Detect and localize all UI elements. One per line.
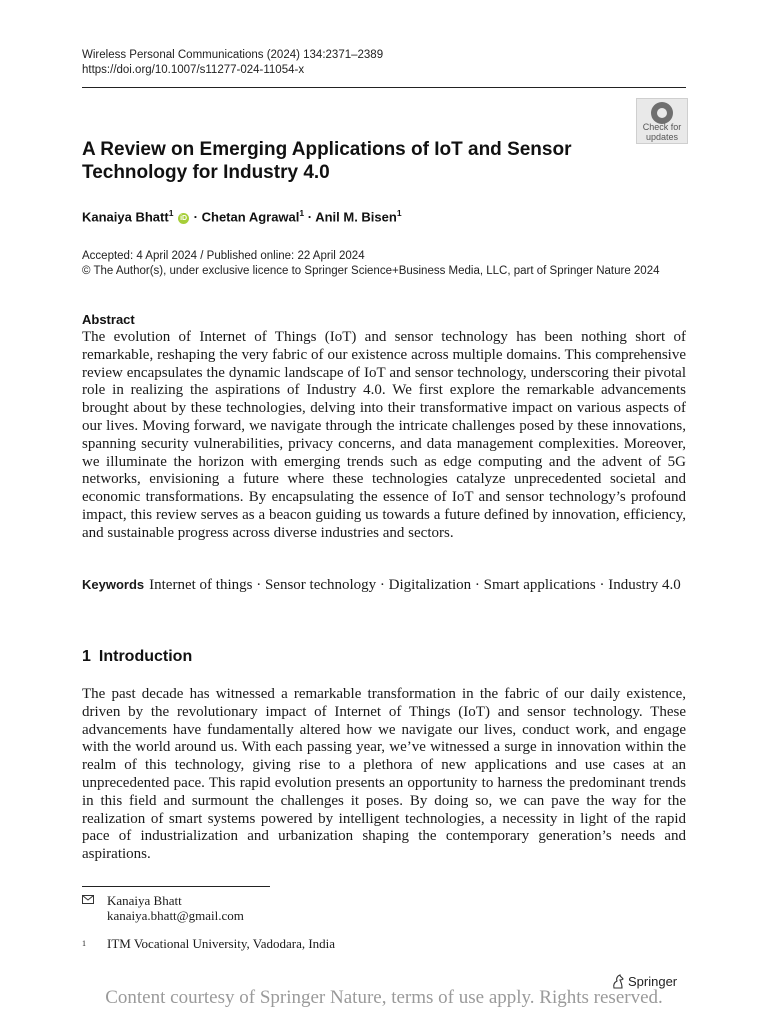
- header-rule: [82, 87, 686, 88]
- check-for-updates-badge[interactable]: [636, 98, 688, 144]
- publisher-name: Springer: [628, 974, 678, 989]
- author-list: Kanaiya Bhatt$^1$ iD · Chetan Agrawal$^1$ · Anil M. Bisen$^1$: [82, 208, 402, 225]
- author-name[interactable]: Kanaiya Bhatt: [82, 209, 169, 225]
- keywords-text: Internet of things · Sensor technology · Digitalization · Smart applications · Industry 4.0: [149, 577, 681, 593]
- publication-info: [82, 249, 660, 279]
- affiliation-number: 1: [82, 939, 86, 948]
- keywords-label: Keywords: [82, 577, 145, 592]
- courtesy-watermark: Content courtesy of Springer Nature, terms of use apply. Rights reserved.: [105, 987, 663, 1008]
- affiliation-marker: 1: [299, 208, 305, 218]
- corresponding-email[interactable]: kanaiya.bhatt@gmail.com: [107, 908, 244, 923]
- paper-title: A Review on Emerging Applications of IoT and Sensor Technology for Industry 4.0: [82, 139, 572, 183]
- envelope-icon: [82, 895, 94, 904]
- journal-header: [82, 48, 383, 78]
- section-title: Introduction: [98, 648, 193, 665]
- badge-line-1: Check for: [642, 122, 682, 132]
- check-updates-icon: [651, 102, 673, 124]
- abstract-text: The evolution of Internet of Things (IoT) and sensor technology has been nothing short of remarkable, reshaping the very fabric of our existence across multiple domains. This comprehensive review encapsulates the dynamic landscape of IoT and sensor technology, underscoring their pivotal role in realizing the aspirations of Industry 4.0. We first explore the remarkable advancements brought about by these technologies, delving into their transformative impact on various aspects of our lives. Moving forward, we navigate through the intricate challenges posed by these innovations, spanning security vulnerabilities, privacy concerns, and data management complexities. Moreover, we illuminate the horizon with emerging trends such as edge computing and the advent of 5G networks, envisioning a future where these technologies catalyze unprecedented societal and economic transformations. By encapsulating the essence of IoT and sensor technology’s profound impact, this review serves as a beacon guiding us towards a future defined by innovation, efficiency, and sustainable progress across diverse industries and sectors.: [82, 329, 686, 541]
- abstract-heading: Abstract: [82, 312, 135, 327]
- affiliation-marker: 1: [168, 208, 174, 218]
- journal-citation: Wireless Personal Communications (2024) 134:2371–2389: [82, 49, 384, 61]
- author-name[interactable]: Chetan Agrawal: [201, 209, 300, 225]
- dates-line: Accepted: 4 April 2024 / Published online: 22 April 2024: [82, 250, 365, 262]
- affiliation-marker: 1: [396, 208, 402, 218]
- footnote-rule: [82, 886, 270, 887]
- corresponding-name: Kanaiya Bhatt: [107, 893, 182, 908]
- orcid-icon[interactable]: iD: [180, 215, 188, 223]
- section-heading: [82, 648, 192, 666]
- copyright-line: © The Author(s), under exclusive licence to Springer Science+Business Media, LLC, part of Springer Nature 2024: [82, 265, 660, 277]
- doi-link[interactable]: https://doi.org/10.1007/s11277-024-11054-x: [82, 64, 305, 76]
- affiliation-text: ITM Vocational University, Vadodara, India: [107, 936, 336, 951]
- author-name[interactable]: Anil M. Bisen: [315, 209, 397, 225]
- keywords-block: [82, 576, 686, 594]
- introduction-paragraph: The past decade has witnessed a remarkable transformation in the fabric of our daily existence, driven by the revolutionary impact of Internet of Things (IoT) and sensor technology. These advancements have fundamentally altered how we navigate our lives, conduct work, and engage with the world around us. With each passing year, we’ve witnessed a surge in innovation within the realm of this technology, giving rise to a plethora of new applications and use cases at an unprecedented pace. This rapid evolution presents an opportunity to harness the predominant trends in this field and surmount the challenges it poses. By doing so, we can pave the way for the realization of smart systems powered by intelligent technologies, a necessity in light of the rapid pace of industrialization and urbanization shaping the contemporary generation’s needs and aspirations.: [82, 686, 686, 863]
- badge-line-2: updates: [645, 131, 679, 142]
- section-number: 1: [82, 648, 91, 665]
- affiliation-footnote: [82, 936, 336, 954]
